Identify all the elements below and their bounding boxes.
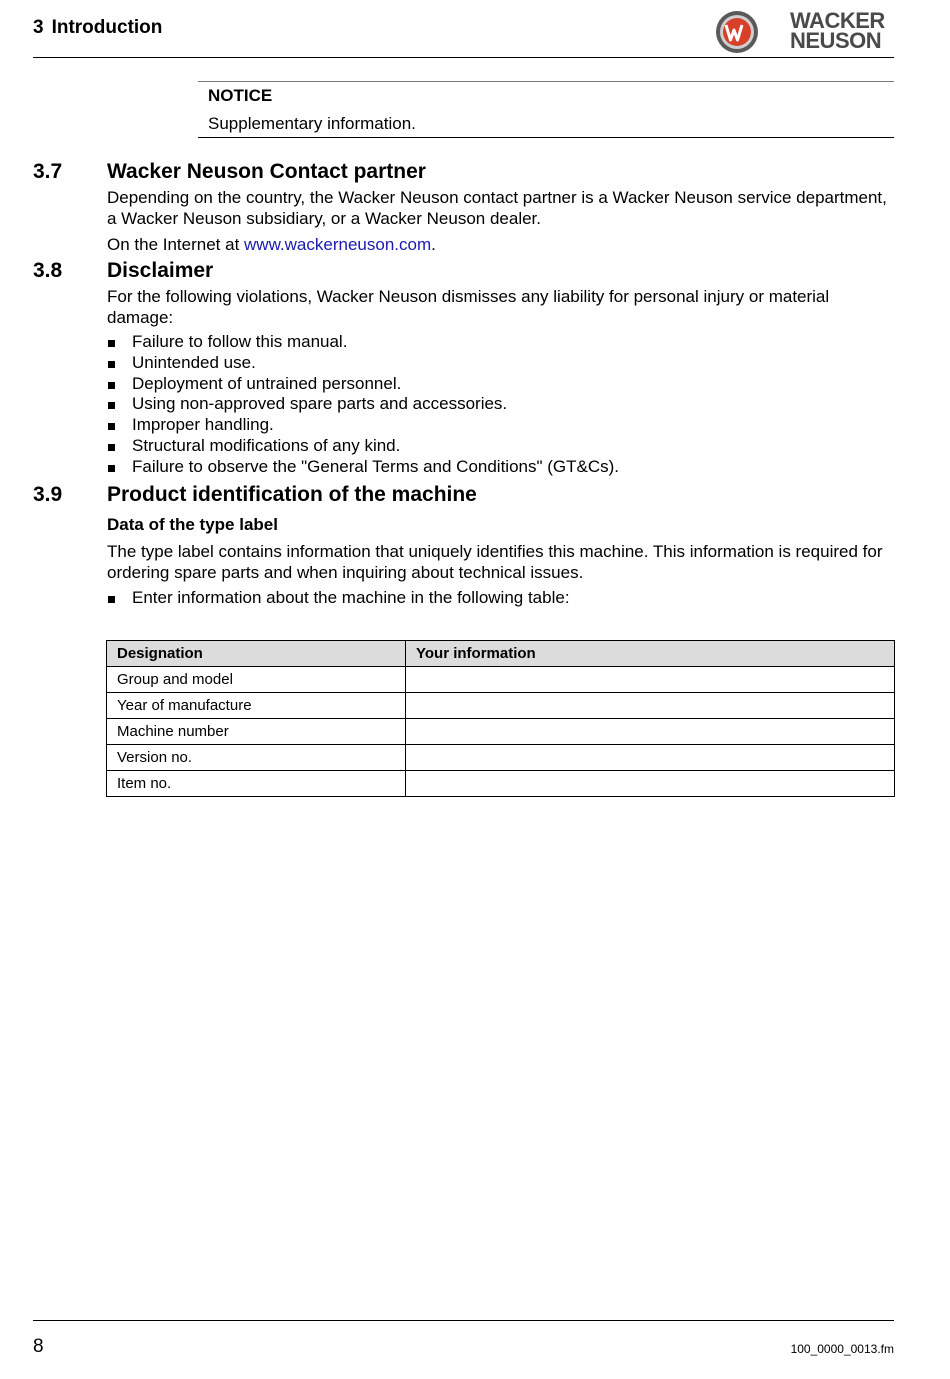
notice-top-rule xyxy=(198,81,894,82)
section-3-7-title: Wacker Neuson Contact partner xyxy=(107,160,426,183)
list-item: Enter information about the machine in the following table: xyxy=(107,588,570,609)
list-item: Deployment of untrained personnel. xyxy=(107,374,619,395)
section-3-8-paragraph: For the following violations, Wacker Neuson dismisses any liability for personal injury or material damage: xyxy=(107,287,830,327)
type-label-subheading: Data of the type label xyxy=(107,515,278,534)
list-item: Structural modifications of any kind. xyxy=(107,436,619,457)
logo-line-1: WACKER xyxy=(790,8,885,33)
type-label-table xyxy=(106,640,895,797)
column-header-your-information: Your information xyxy=(406,641,895,667)
section-3-7-number: 3.7 xyxy=(33,160,63,183)
section-3-7-internet-line xyxy=(107,234,897,255)
page-number: 8 xyxy=(33,1336,44,1357)
list-item: Failure to follow this manual. xyxy=(107,332,619,353)
your-information-cell[interactable] xyxy=(406,745,895,771)
header-divider xyxy=(33,57,894,58)
list-item: Using non-approved spare parts and accessories. xyxy=(107,394,619,415)
designation-cell: Version no. xyxy=(107,745,406,771)
designation-cell: Machine number xyxy=(107,719,406,745)
instruction-list xyxy=(107,588,570,609)
column-header-designation: Designation xyxy=(107,641,406,667)
footer-divider xyxy=(33,1320,894,1321)
section-3-8-number: 3.8 xyxy=(33,259,63,282)
logo-wordmark xyxy=(790,8,885,53)
list-item: Improper handling. xyxy=(107,415,619,436)
table-row xyxy=(107,771,895,797)
table-row xyxy=(107,745,895,771)
logo-line-2: NEUSON xyxy=(790,28,882,53)
file-name: 100_0000_0013.fm xyxy=(790,1342,894,1356)
disclaimer-list xyxy=(107,332,619,478)
your-information-cell[interactable] xyxy=(406,693,895,719)
table-header-row xyxy=(107,641,895,667)
designation-cell: Item no. xyxy=(107,771,406,797)
your-information-cell[interactable] xyxy=(406,667,895,693)
table-row xyxy=(107,693,895,719)
website-link[interactable]: www.wackerneuson.com xyxy=(244,235,432,254)
table-row xyxy=(107,719,895,745)
table-row xyxy=(107,667,895,693)
section-3-9-title: Product identification of the machine xyxy=(107,483,477,506)
designation-cell: Group and model xyxy=(107,667,406,693)
section-3-8-title: Disclaimer xyxy=(107,259,214,282)
wacker-neuson-logo xyxy=(714,9,894,55)
internet-suffix: . xyxy=(431,235,436,254)
logo-emblem-icon xyxy=(714,9,760,55)
notice-title: NOTICE xyxy=(208,86,273,105)
section-3-7-paragraph: Depending on the country, the Wacker Neuson contact partner is a Wacker Neuson service department, a Wacker Neuson subsidiary, or a Wacker Neuson dealer. xyxy=(107,188,887,228)
notice-text: Supplementary information. xyxy=(208,114,416,133)
your-information-cell[interactable] xyxy=(406,771,895,797)
chapter-number: 3 xyxy=(33,17,44,38)
list-item: Failure to observe the "General Terms and Conditions" (GT&Cs). xyxy=(107,457,619,478)
chapter-heading xyxy=(33,17,162,39)
internet-prefix: On the Internet at xyxy=(107,235,245,254)
section-3-9-paragraph: The type label contains information that uniquely identifies this machine. This information is required for ordering spare parts and when inquiring about technical issues. xyxy=(107,542,883,582)
notice-bottom-rule xyxy=(198,137,894,138)
list-item: Unintended use. xyxy=(107,353,619,374)
your-information-cell[interactable] xyxy=(406,719,895,745)
designation-cell: Year of manufacture xyxy=(107,693,406,719)
section-3-9-number: 3.9 xyxy=(33,483,63,506)
chapter-title: Introduction xyxy=(51,17,163,38)
